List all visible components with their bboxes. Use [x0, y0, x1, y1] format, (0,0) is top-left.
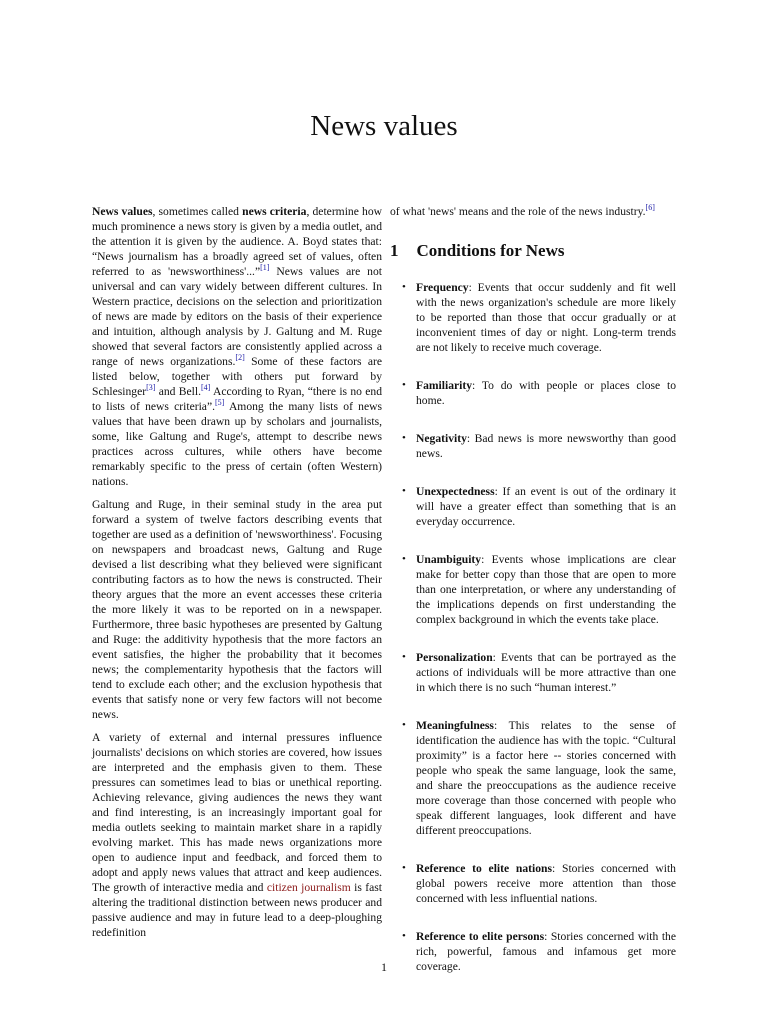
list-item [390, 552, 676, 627]
bullet-icon: • [402, 553, 406, 565]
conditions-list [390, 280, 676, 974]
citation-link[interactable]: [2] [235, 353, 245, 363]
citizen-journalism-link[interactable]: citizen journalism [266, 881, 351, 894]
continuation-text: of what 'news' means and the role of the news industry. [390, 205, 646, 218]
continuation-paragraph [390, 204, 676, 219]
intro-text-1: , sometimes called [152, 205, 243, 218]
condition-term: Negativity [416, 432, 467, 445]
condition-term: Meaningfulness [416, 719, 494, 732]
bullet-icon: • [402, 281, 406, 293]
list-item [390, 378, 676, 408]
condition-term: Frequency [416, 281, 469, 294]
citation-link[interactable]: [1] [260, 263, 270, 273]
term-news-values: News values [92, 205, 153, 218]
left-column [92, 204, 382, 948]
condition-text: : Stories concerned with global powers receive more attention than those concerned with less influential nations. [416, 862, 676, 905]
bullet-icon: • [402, 862, 406, 874]
section-title: Conditions for News [416, 241, 565, 260]
pressures-text-1: A variety of external and internal pressures influence journalists' decisions on which stories are covered, how issues are interpreted and the emphasis given to them. These pressures can sometimes lead to bias or unethical reporting. Achieving relevance, giving audiences the news they want and find interesting, is an increasingly important goal for media outlets seeking to maintain market share in a rapidly evolving market. This has made news organizations more open to audience input and feedback, and forced them to adopt and apply news values that attract and keep audiences. The growth of interactive media and [92, 731, 382, 894]
section-number: 1 [390, 241, 399, 260]
bullet-icon: • [402, 651, 406, 663]
intro-text-3: News values are not universal and can vary widely between different cultures. In Western practice, decisions on the selection and prioritization of news are made by editors on the basis of their experience and intuition, although analysis by J. Galtung and M. Ruge showed that several factors are consistently applied across a range of news organizations. [92, 265, 382, 368]
bullet-icon: • [402, 379, 406, 391]
list-item [390, 431, 676, 461]
intro-text-6: According to Ryan, “there is no end to lists of news criteria”. [92, 385, 382, 413]
citation-link[interactable]: [4] [200, 383, 211, 393]
page-number: 1 [381, 960, 387, 974]
condition-text: : Events that occur suddenly and fit well with the news organization's schedule are more likely to be reported than those that occur gradually or at inconvenient times of day or night. Long-term trends are not likely to receive much coverage. [416, 281, 676, 354]
right-column [390, 204, 676, 997]
bullet-icon: • [402, 485, 406, 497]
citation-link[interactable]: [3] [146, 383, 156, 393]
condition-term: Reference to elite nations [416, 862, 552, 875]
list-item [390, 718, 676, 838]
pressures-text-2: is fast altering the traditional distinction between news producer and passive audience and may in future lead to a deep-ploughing redefinition [92, 881, 382, 939]
citation-link[interactable]: [5] [215, 398, 225, 408]
condition-text: : If an event is out of the ordinary it will have a greater effect than something that is an everyday occurrence. [416, 485, 676, 528]
condition-text: : To do with people or places close to home. [416, 379, 676, 407]
bullet-icon: • [402, 719, 406, 731]
galtung-ruge-paragraph: Galtung and Ruge, in their seminal study in the area put forward a system of twelve factors describing events that together are used as a definition of 'newsworthiness'. Focusing on newspapers and broadcast news, Galtung and Ruge devised a list describing what they believed were significant contributing factors as to how the news is constructed. Their theory argues that the more an event accesses these criteria the more likely it was to be reported on in a newspaper. Furthermore, three basic hypotheses are presented by Galtung and Ruge: the additivity hypothesis that the more factors an event satisfies, the higher the probability that it becomes news; the complementarity hypothesis that the factors will tend to exclude each other; and the exclusion hypothesis that events that satisfy none or very few factors will not become news. [92, 498, 382, 721]
intro-text-7: Among the many lists of news values that have been drawn up by scholars and journalists, some, like Galtung and Ruge's, attempt to describe news practices across cultures, while others have become remarkably specific to the press of certain (often Western) nations. [92, 400, 382, 488]
intro-text-2: , determine how much prominence a news story is given by a media outlet, and the attention it is given by the audience. A. Boyd states that: “News journalism has a broadly agreed set of values, often referred to as 'newsworthiness'...” [92, 205, 382, 278]
condition-text: : Bad news is more newsworthy than good news. [416, 432, 676, 460]
list-item [390, 280, 676, 355]
condition-term: Unambiguity [416, 553, 482, 566]
condition-text: : Stories concerned with the rich, powerful, famous and infamous get more coverage. [416, 930, 676, 973]
bullet-icon: • [402, 432, 406, 444]
list-item [390, 861, 676, 906]
bullet-icon: • [402, 930, 406, 942]
condition-text: : This relates to the sense of identification the audience has with the topic. “Cultural proximity” is a factor here -- stories concerned with people who speak the same language, look the same, and share the preoccupations as the audience receive more coverage than those concerned with people who speak different languages, look different and have different preoccupations. [416, 719, 676, 837]
intro-text-5: and Bell. [155, 385, 201, 398]
condition-term: Personalization [416, 651, 493, 664]
term-news-criteria: news criteria [242, 205, 307, 218]
condition-text: : Events whose implications are clear make for better copy than those that are open to more than one interpretation, or where any understanding of the implications depends on first understanding the complex background in which the events take place. [416, 553, 676, 626]
intro-text-4: Some of these factors are listed below, together with others put forward by Schlesinger [92, 355, 383, 398]
section-heading [390, 243, 676, 258]
condition-term: Unexpectedness [416, 485, 495, 498]
condition-term: Familiarity [416, 379, 473, 392]
intro-paragraph [92, 204, 382, 489]
list-item [390, 484, 676, 529]
citation-link[interactable]: [6] [645, 203, 655, 213]
pressures-paragraph [92, 730, 382, 940]
page-title: News values [310, 110, 458, 142]
condition-text: : Events that can be portrayed as the actions of individuals will be more attractive than one in which there is no such “human interest.” [416, 651, 676, 694]
list-item [390, 650, 676, 695]
condition-term: Reference to elite persons [416, 930, 545, 943]
